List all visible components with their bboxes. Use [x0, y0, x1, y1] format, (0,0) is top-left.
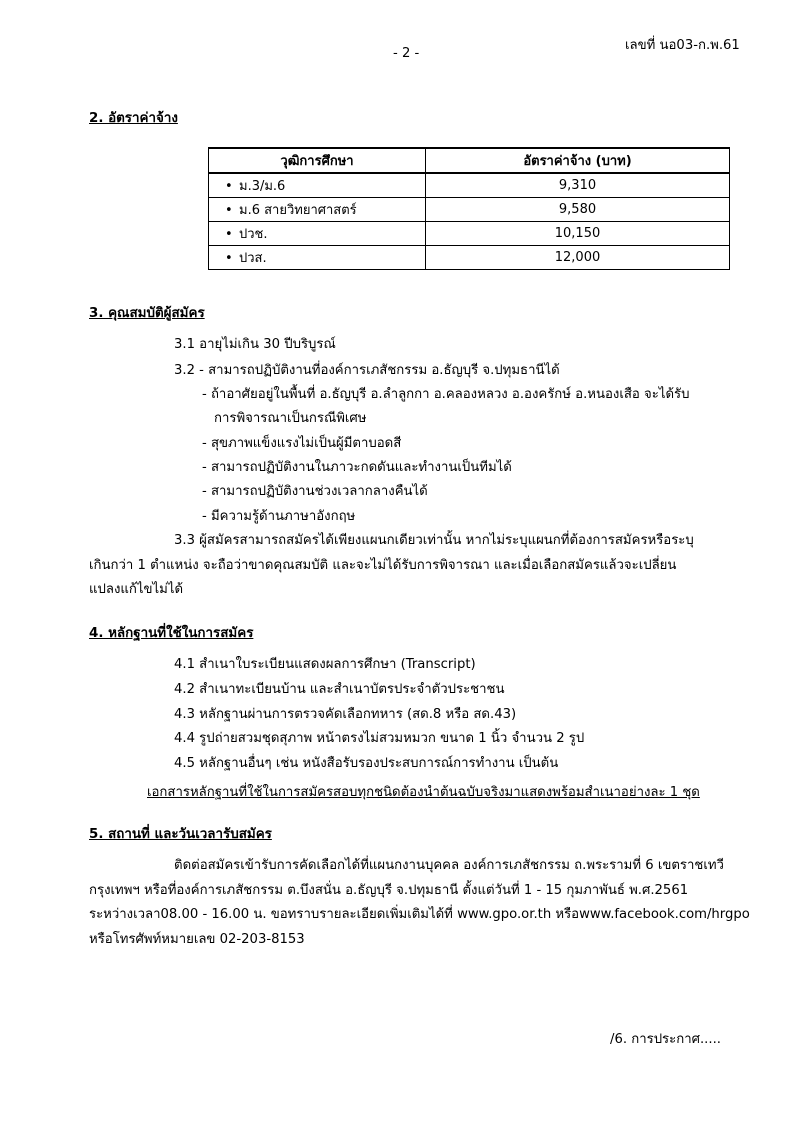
qualification-sub-1-cont: การพิจารณาเป็นกรณีพิเศษ — [214, 411, 367, 426]
rate-cell: 10,150 — [426, 222, 730, 246]
rate-column-header: อัตราค่าจ้าง (บาท) — [426, 148, 730, 173]
rate-cell: 12,000 — [426, 246, 730, 270]
education-column-header: วุฒิการศึกษา — [209, 148, 426, 173]
document-item-4-5: 4.5 หลักฐานอื่นๆ เช่น หนังสือรับรองประสบการณ์การทำงาน เป็นต้น — [174, 756, 559, 771]
table-row — [209, 173, 730, 198]
application-line-1: ติดต่อสมัครเข้ารับการคัดเลือกได้ที่แผนกงานบุคคล องค์การเภสัชกรรม ถ.พระรามที่ 6 เขตราชเทวี — [174, 858, 724, 873]
education-cell — [209, 173, 426, 198]
bullet-icon: • — [225, 179, 233, 194]
section-5-title: 5. สถานที่ และวันเวลารับสมัคร — [89, 827, 272, 842]
education-cell — [209, 246, 426, 270]
document-item-4-1: 4.1 สำเนาใบระเบียนแสดงผลการศึกษา (Transcript) — [174, 657, 476, 672]
qualification-3-1: 3.1 อายุไม่เกิน 30 ปีบริบูรณ์ — [174, 337, 336, 352]
education-label: ปวส. — [239, 251, 267, 266]
wage-rate-table — [208, 147, 730, 270]
page-number: - 2 - — [393, 46, 420, 61]
bullet-icon: • — [225, 203, 233, 218]
document-item-4-3: 4.3 หลักฐานผ่านการตรวจคัดเลือกทหาร (สด.8 หรือ สด.43) — [174, 707, 517, 722]
section-2-title: 2. อัตราค่าจ้าง — [89, 111, 178, 126]
education-label: ม.3/ม.6 — [239, 179, 286, 194]
education-label: ปวช. — [239, 227, 268, 242]
document-item-4-2: 4.2 สำเนาทะเบียนบ้าน และสำเนาบัตรประจำตัวประชาชน — [174, 682, 505, 697]
qualification-3-3-cont-1: เกินกว่า 1 ตำแหน่ง จะถือว่าขาดคุณสมบัติ และจะไม่ได้รับการพิจารณา และเมื่อเลือกสมัครแล้วจะเปลี่ยน — [89, 558, 677, 573]
education-label: ม.6 สายวิทยาศาสตร์ — [239, 203, 357, 218]
section-4-title: 4. หลักฐานที่ใช้ในการสมัคร — [89, 626, 254, 641]
qualification-sub-2: - สุขภาพแข็งแรงไม่เป็นผู้มีตาบอดสี — [202, 436, 402, 451]
qualification-sub-3: - สามารถปฏิบัติงานในภาวะกดดันและทำงานเป็นทีมได้ — [202, 460, 512, 475]
table-row — [209, 246, 730, 270]
bullet-icon: • — [225, 227, 233, 242]
table-row — [209, 222, 730, 246]
application-line-4: หรือโทรศัพท์หมายเลข 02-203-8153 — [89, 932, 305, 947]
qualification-3-3-cont-2: แปลงแก้ไขไม่ได้ — [89, 582, 184, 597]
qualification-3-3: 3.3 ผู้สมัครสามารถสมัครได้เพียงแผนกเดียวเท่านั้น หากไม่ระบุแผนกที่ต้องการสมัครหรือระบุ — [174, 533, 694, 548]
rate-cell: 9,580 — [426, 198, 730, 222]
table-row — [209, 198, 730, 222]
qualification-sub-4: - สามารถปฏิบัติงานช่วงเวลากลางคืนได้ — [202, 484, 428, 499]
qualification-3-2: 3.2 - สามารถปฏิบัติงานที่องค์การเภสัชกรรม อ.ธัญบุรี จ.ปทุมธานีได้ — [174, 363, 560, 378]
application-line-3: ระหว่างเวลา08.00 - 16.00 น. ขอทราบรายละเอียดเพิ่มเติมได้ที่ www.gpo.or.th หรือwww.facebook.com/hrgpo — [89, 907, 750, 922]
education-cell — [209, 198, 426, 222]
document-item-4-4: 4.4 รูปถ่ายสวมชุดสุภาพ หน้าตรงไม่สวมหมวก ขนาด 1 นิ้ว จำนวน 2 รูป — [174, 731, 585, 746]
document-note: เอกสารหลักฐานที่ใช้ในการสมัครสอบทุกชนิดต้องนำต้นฉบับจริงมาแสดงพร้อมสำเนาอย่างละ 1 ชุด — [147, 785, 700, 800]
qualification-sub-5: - มีความรู้ด้านภาษาอังกฤษ — [202, 509, 356, 524]
section-3-title: 3. คุณสมบัติผู้สมัคร — [89, 306, 205, 321]
table-header-row — [209, 148, 730, 173]
qualification-sub-1: - ถ้าอาศัยอยู่ในพื้นที่ อ.ธัญบุรี อ.ลำลูกกา อ.คลองหลวง อ.องครักษ์ อ.หนองเสือ จะได้รับ — [202, 387, 690, 402]
application-line-2: กรุงเทพฯ หรือที่องค์การเภสัชกรรม ต.บึงสนั่น อ.ธัญบุรี จ.ปทุมธานี ตั้งแต่วันที่ 1 - 15 กุมภาพันธ์ พ.ศ.2561 — [89, 883, 689, 898]
rate-cell: 9,310 — [426, 173, 730, 198]
next-page-indicator: /6. การประกาศ..... — [610, 1032, 721, 1047]
document-number: เลขที่ นอ03-ก.พ.61 — [625, 38, 740, 53]
education-cell — [209, 222, 426, 246]
bullet-icon: • — [225, 251, 233, 266]
